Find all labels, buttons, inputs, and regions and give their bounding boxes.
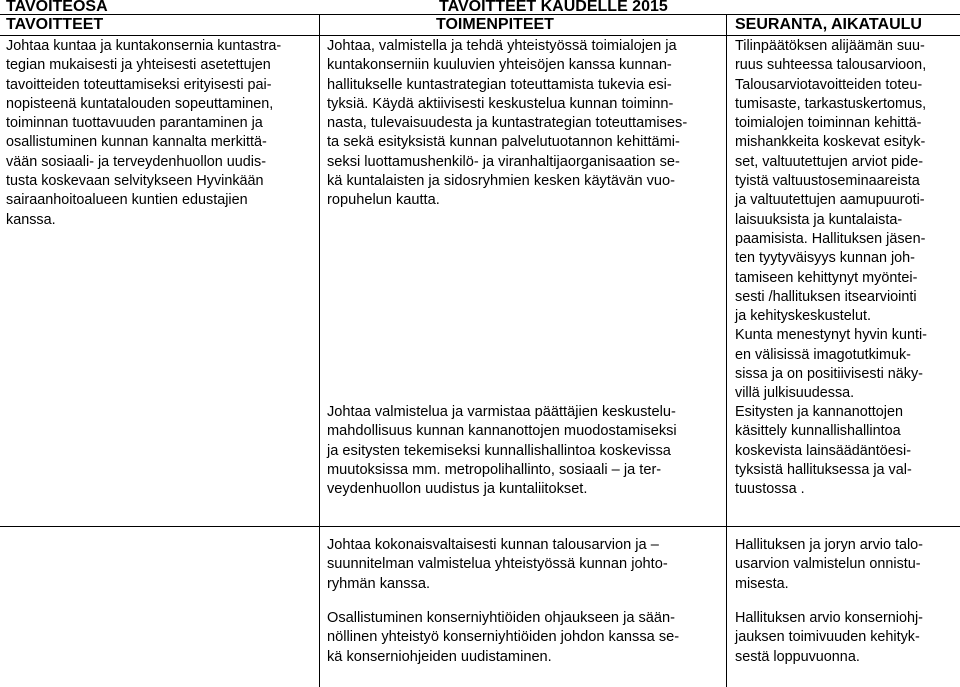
text-line: ja kehityskeskustelut.: [735, 308, 871, 325]
text-line: laisuuksista ja kuntalaista-: [735, 211, 903, 228]
text-line: Johtaa valmistelua ja varmistaa päättäjien keskustelu-: [327, 404, 676, 420]
text-line: tegian mukaisesti ja yhteisesti asetettujen: [6, 57, 271, 74]
text-line: veydenhuollon uudistus ja kuntaliitokset.: [327, 481, 588, 498]
text-line: vään sosiaali- ja terveydenhuollon uudis-: [6, 153, 266, 170]
text-line: tusta koskevaan selvitykseen Hyvinkään: [6, 173, 264, 190]
text-line: tamiseen kehittynyt myöntei-: [735, 269, 918, 286]
text-line: usarvion valmistelun onnistu-: [735, 556, 921, 573]
text-line: käsittely kunnallishallintoa: [735, 423, 901, 440]
text-line: ja esitysten tekemiseksi kunnallishallintoa koskevissa: [327, 442, 671, 459]
text-line: sesti /hallituksen itsearviointi: [735, 288, 917, 305]
text-line: en välisissä imagotutkimuk-: [735, 346, 911, 363]
table-rule-header: [0, 35, 960, 36]
section-label: TAVOITEOSA: [6, 0, 108, 15]
monitoring-cell: [735, 403, 912, 499]
text-line: Tilinpäätöksen alijäämän suu-: [735, 38, 925, 54]
text-line: tyistä valtuustoseminaareista: [735, 173, 920, 190]
column-header-monitoring: SEURANTA, AIKATAULU: [735, 16, 922, 33]
text-line: kä kuntalaisten ja sidosryhmien kesken käytävän vuo-: [327, 173, 675, 190]
text-line: paamisista. Hallituksen jäsen-: [735, 230, 926, 247]
text-line: ryhmän kanssa.: [327, 575, 431, 592]
text-line: Johtaa kuntaa ja kuntakonsernia kuntastra-: [6, 38, 282, 54]
text-line: kuntakonserniin kuuluvien yhteisöjen kanssa kunnan-: [327, 57, 672, 74]
text-line: nasta, tulevaisuudesta ja kuntastrategian toteuttamises-: [327, 115, 688, 132]
text-line: nopisteenä kuntatalouden sopeuttaminen,: [6, 95, 274, 112]
column-header-actions: TOIMENPITEET: [436, 16, 554, 33]
text-line: nöllinen yhteistyö konserniyhtiöiden johdon kanssa se-: [327, 629, 680, 646]
text-line: sairaanhoitoalueen kuntien edustajien: [6, 192, 248, 209]
text-line: toiminnan tuottavuuden parantaminen ja: [6, 115, 263, 132]
text-line: muutoksissa mm. metropolihallinto, sosiaali – ja ter-: [327, 461, 662, 478]
text-line: Hallituksen ja joryn arvio talo-: [735, 537, 923, 553]
text-line: seksi luottamushenkilö- ja viranhaltijaorganisaation se-: [327, 153, 680, 170]
text-line: hallitukselle kuntastrategian toteuttamista tukevia esi-: [327, 76, 672, 93]
text-line: mishankkeita koskevat esityk-: [735, 134, 926, 151]
text-line: ten tyytyväisyys kunnan joh-: [735, 250, 915, 267]
table-rule-col2: [726, 14, 727, 687]
column-header-goals: TAVOITTEET: [6, 16, 104, 33]
text-line: koskevista lainsäädäntöesi-: [735, 442, 911, 459]
text-line: tyksistä hallituksessa ja val-: [735, 461, 912, 478]
table-rule-col1: [319, 14, 320, 687]
goal-cell: [6, 37, 281, 230]
text-line: set, valtuutettujen arviot pide-: [735, 153, 923, 170]
text-line: sissa ja on positiivisesti näky-: [735, 366, 923, 383]
text-line: tuustossa .: [735, 481, 805, 498]
text-line: jauksen toimivuuden kehityk-: [735, 629, 920, 646]
text-line: kä konserniohjeiden uudistaminen.: [327, 648, 552, 665]
text-line: misesta.: [735, 575, 789, 592]
text-line: Johtaa kokonaisvaltaisesti kunnan talousarvion ja –: [327, 537, 659, 553]
text-line: Kunta menestynyt hyvin kunti-: [735, 327, 927, 344]
text-line: ja valtuutettujen aamupuuroti-: [735, 192, 925, 209]
text-line: tavoitteiden toteuttamiseksi erityisesti pai-: [6, 76, 272, 93]
text-line: Esitysten ja kannanottojen: [735, 404, 904, 420]
text-line: Talousarviotavoitteiden toteu-: [735, 76, 923, 93]
table-rule-row: [0, 526, 960, 527]
text-line: kanssa.: [6, 211, 56, 228]
text-line: Hallituksen arvio konserniohj-: [735, 610, 923, 626]
text-line: Johtaa, valmistella ja tehdä yhteistyössä toimialojen ja: [327, 38, 677, 54]
monitoring-cell: [735, 37, 927, 404]
text-line: mahdollisuus kunnan kannanottojen muodostamiseksi: [327, 423, 677, 440]
text-line: ruus suhteessa talousarvioon,: [735, 57, 927, 74]
action-cell: [327, 403, 677, 499]
action-cell: [327, 536, 668, 594]
text-line: ta sekä esityksistä kunnan palvelutuotannon kehittämi-: [327, 134, 680, 151]
monitoring-cell: [735, 536, 923, 594]
monitoring-cell: [735, 609, 923, 667]
text-line: tumisaste, tarkastuskertomus,: [735, 95, 927, 112]
text-line: toimialojen toiminnan kehittä-: [735, 115, 922, 132]
text-line: Osallistuminen konserniyhtiöiden ohjaukseen ja sään-: [327, 610, 676, 626]
text-line: osallistuminen kunnan kannalta merkittä-: [6, 134, 267, 151]
period-title: TAVOITTEET KAUDELLE 2015: [439, 0, 668, 15]
text-line: suunnitelman valmistelua yhteistyössä kunnan johto-: [327, 556, 668, 573]
text-line: villä julkisuudessa.: [735, 385, 855, 402]
action-cell: [327, 609, 679, 667]
text-line: tyksiä. Käydä aktiivisesti keskustelua kunnan toiminn-: [327, 95, 674, 112]
action-cell: [327, 37, 687, 211]
text-line: sestä loppuvuonna.: [735, 648, 860, 665]
text-line: ropuhelun kautta.: [327, 192, 440, 209]
